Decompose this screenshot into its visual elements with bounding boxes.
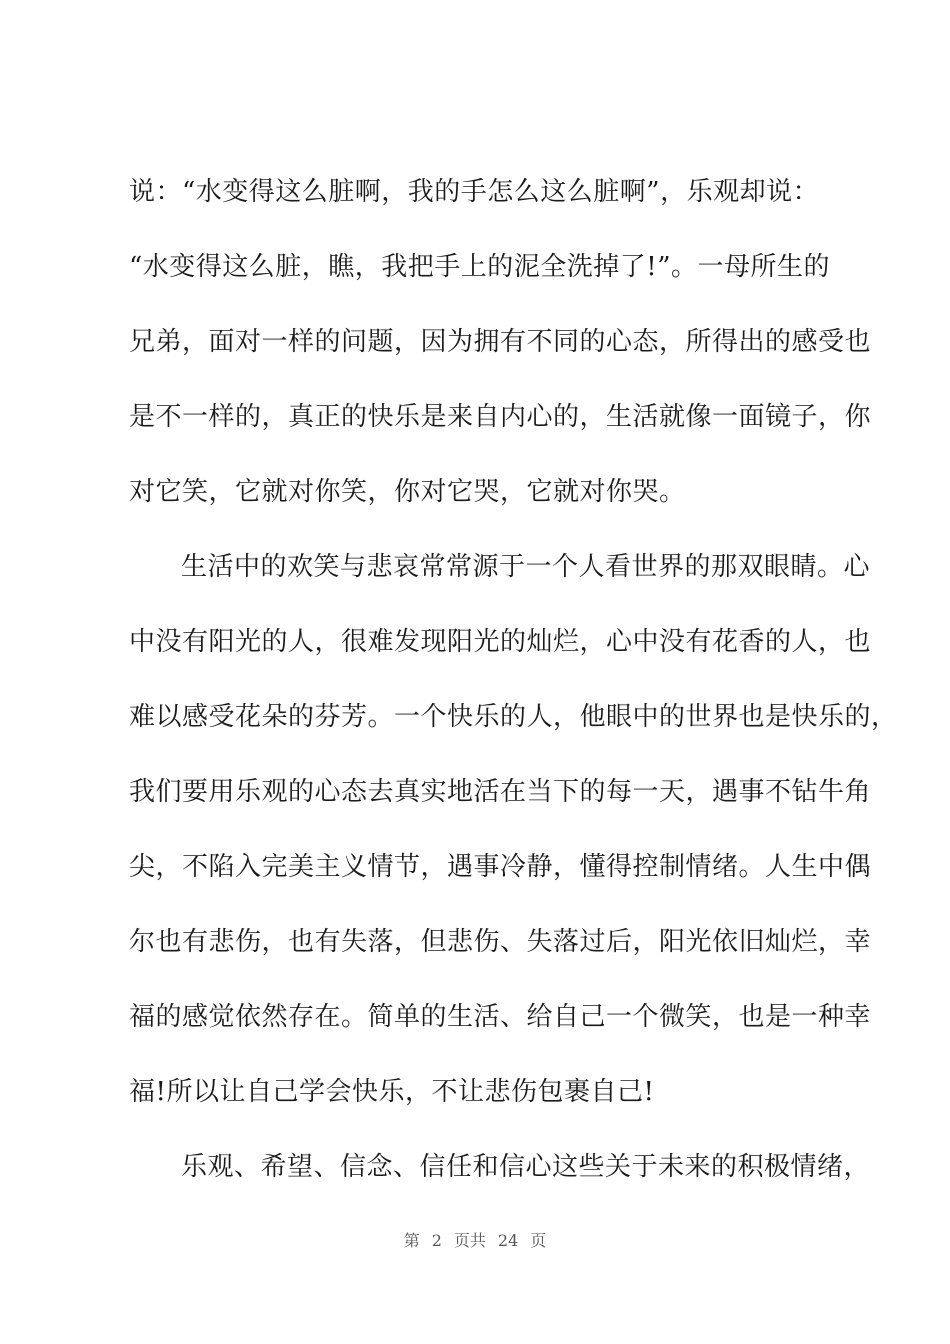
text-line: 尖，不陷入完美主义情节，遇事冷静，懂得控制情绪。人生中偶 xyxy=(129,852,872,882)
text-line: 我们要用乐观的心态去真实地活在当下的每一天，遇事不钻牛角 xyxy=(129,777,872,807)
text-line: 兄弟，面对一样的问题，因为拥有不同的心态，所得出的感受也 xyxy=(129,327,872,357)
footer-of-label: 页共 xyxy=(453,1231,486,1250)
text-line: “水变得这么脏，瞧，我把手上的泥全洗掉了!”。一母所生的 xyxy=(129,252,831,282)
text-line: 对它笑，它就对你笑，你对它哭，它就对你哭。 xyxy=(129,477,686,507)
paragraph-start-line: 乐观、希望、信念、信任和信心这些关于未来的积极情绪， xyxy=(181,1152,871,1182)
footer-current-page: 2 xyxy=(431,1231,442,1250)
text-line: 福!所以让自己学会快乐，不让悲伤包裹自己! xyxy=(129,1077,655,1107)
footer-page-label: 第 xyxy=(403,1231,420,1250)
text-line: 福的感觉依然存在。简单的生活、给自己一个微笑，也是一种幸 xyxy=(129,1002,872,1032)
text-line: 难以感受花朵的芬芳。一个快乐的人，他眼中的世界也是快乐的， xyxy=(129,702,898,732)
page-number-footer xyxy=(0,1228,950,1251)
paragraph-start-line: 生活中的欢笑与悲哀常常源于一个人看世界的那双眼睛。心 xyxy=(181,552,871,582)
footer-total-pages: 24 xyxy=(497,1231,519,1250)
document-body xyxy=(129,168,898,1218)
footer-end-label: 页 xyxy=(530,1231,547,1250)
text-line: 尔也有悲伤，也有失落，但悲伤、失落过后，阳光依旧灿烂，幸 xyxy=(129,927,872,957)
text-line: 是不一样的，真正的快乐是来自内心的，生活就像一面镜子，你 xyxy=(129,402,872,432)
text-line: 中没有阳光的人，很难发现阳光的灿烂，心中没有花香的人，也 xyxy=(129,627,872,657)
text-line: 说：“水变得这么脏啊，我的手怎么这么脏啊”，乐观却说： xyxy=(129,177,820,207)
